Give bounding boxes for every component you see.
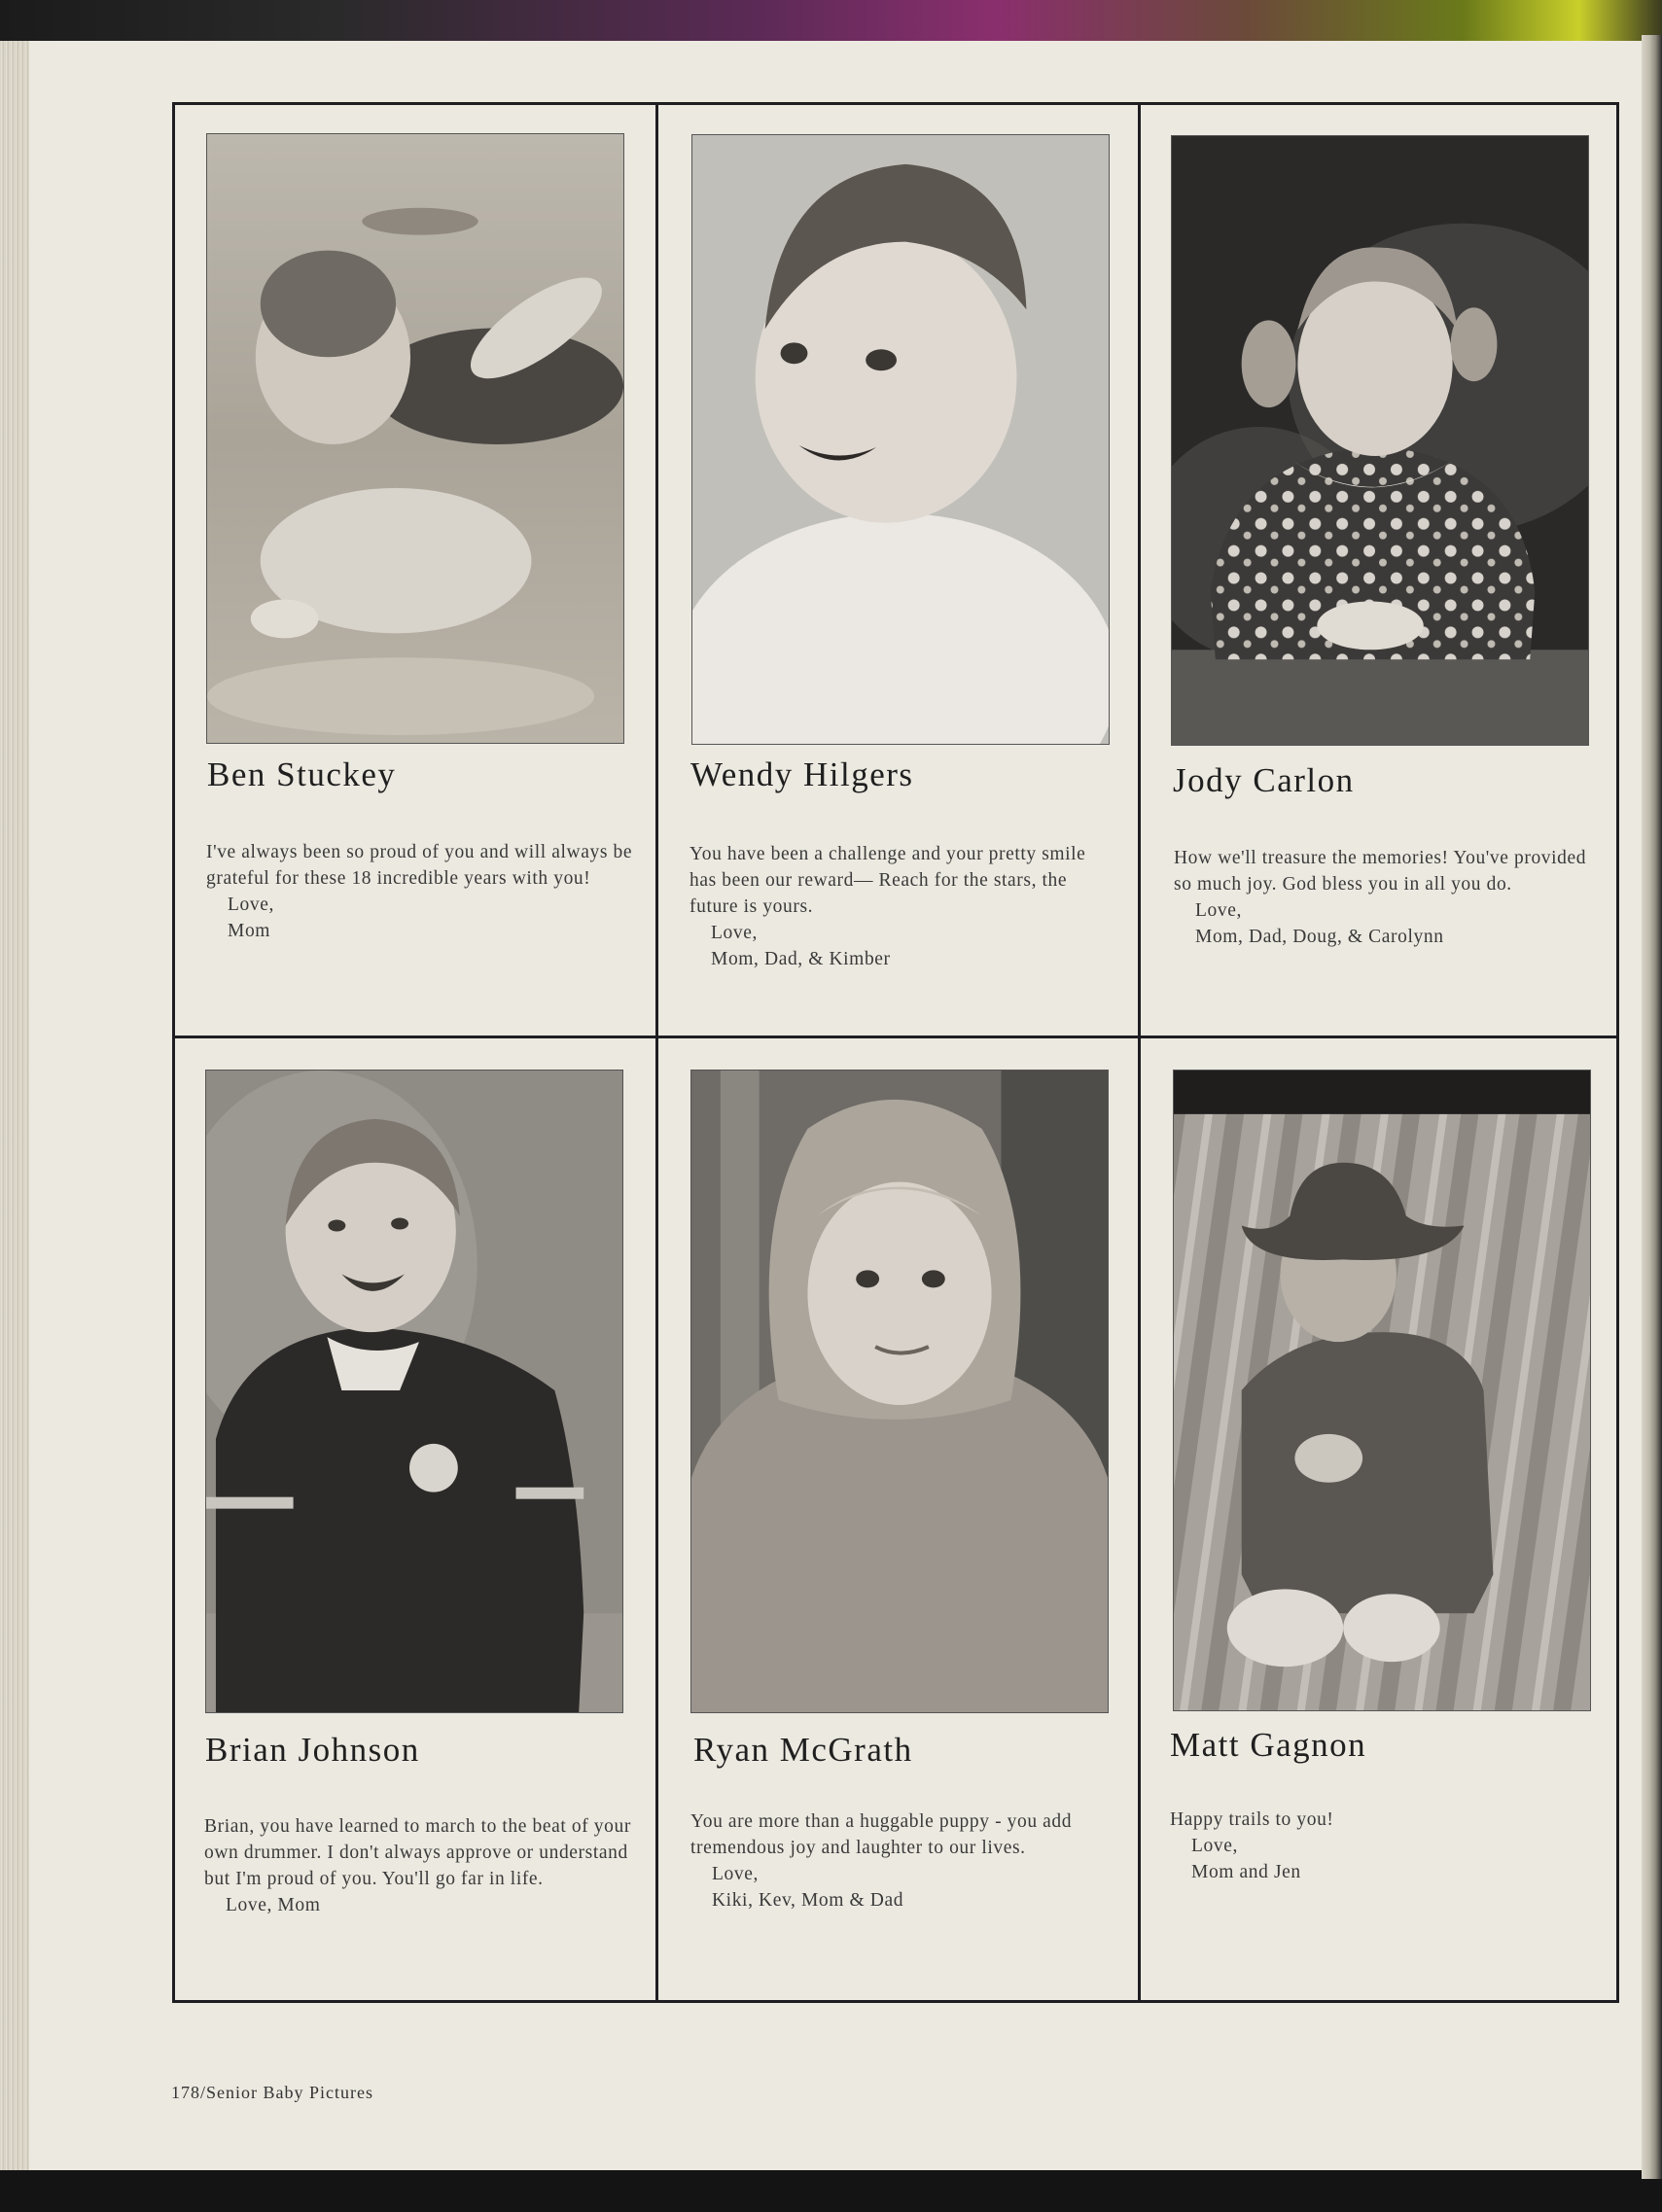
parent-message bbox=[204, 1813, 632, 1918]
message-closing: Love, bbox=[1191, 1836, 1238, 1856]
grid-divider bbox=[1138, 105, 1141, 2000]
baby-photo-ryan-mcgrath bbox=[690, 1070, 1109, 1713]
book-top-edge bbox=[0, 0, 1662, 43]
student-name: Brian Johnson bbox=[205, 1731, 420, 1769]
message-text: You are more than a huggable puppy - you add tremendous joy and laughter to our lives. bbox=[690, 1811, 1073, 1858]
message-closing: Love, bbox=[712, 1864, 759, 1884]
parent-message bbox=[690, 841, 1117, 972]
message-closing: Love, bbox=[711, 923, 758, 943]
message-text: Happy trails to you! bbox=[1170, 1809, 1334, 1830]
message-signature: Mom and Jen bbox=[1191, 1862, 1301, 1882]
student-name: Matt Gagnon bbox=[1170, 1726, 1367, 1764]
parent-message bbox=[1170, 1807, 1598, 1885]
message-signature: Mom bbox=[228, 921, 271, 941]
message-text: Brian, you have learned to march to the beat of your own drummer. I don't always approve or understand but I'm proud of you. You'll go far in life. bbox=[204, 1816, 631, 1889]
message-signature: Mom, Dad, Doug, & Carolynn bbox=[1195, 927, 1444, 947]
message-signature: Mom, Dad, & Kimber bbox=[711, 949, 891, 969]
parent-message bbox=[206, 839, 634, 944]
baby-photo-brian-johnson bbox=[205, 1070, 623, 1713]
message-text: How we'll treasure the memories! You've provided so much joy. God bless you in all you do. bbox=[1174, 848, 1587, 895]
student-name: Ryan McGrath bbox=[693, 1731, 913, 1769]
book-spine-edge bbox=[1642, 35, 1662, 2179]
baby-photo-wendy-hilgers bbox=[691, 134, 1110, 745]
baby-photo-jody-carlon bbox=[1171, 135, 1589, 746]
student-name: Ben Stuckey bbox=[207, 755, 397, 793]
page-folio: 178/Senior Baby Pictures bbox=[171, 2083, 373, 2102]
baby-photo-matt-gagnon bbox=[1173, 1070, 1591, 1711]
student-name: Wendy Hilgers bbox=[690, 755, 914, 793]
message-text: You have been a challenge and your pretty smile has been our reward— Reach for the stars, the future is yours. bbox=[690, 844, 1086, 917]
baby-photo-ben-stuckey bbox=[206, 133, 624, 744]
parent-message bbox=[690, 1808, 1118, 1914]
grid-divider bbox=[175, 1036, 1616, 1038]
message-closing: Love, Mom bbox=[226, 1895, 321, 1915]
grid-divider bbox=[655, 105, 658, 2000]
message-closing: Love, bbox=[1195, 900, 1242, 921]
page-stack-edge bbox=[0, 41, 29, 2170]
message-signature: Kiki, Kev, Mom & Dad bbox=[712, 1890, 904, 1911]
student-name: Jody Carlon bbox=[1173, 761, 1355, 799]
parent-message bbox=[1174, 845, 1602, 950]
message-text: I've always been so proud of you and will always be grateful for these 18 incredible years with you! bbox=[206, 842, 633, 889]
message-closing: Love, bbox=[228, 895, 274, 915]
